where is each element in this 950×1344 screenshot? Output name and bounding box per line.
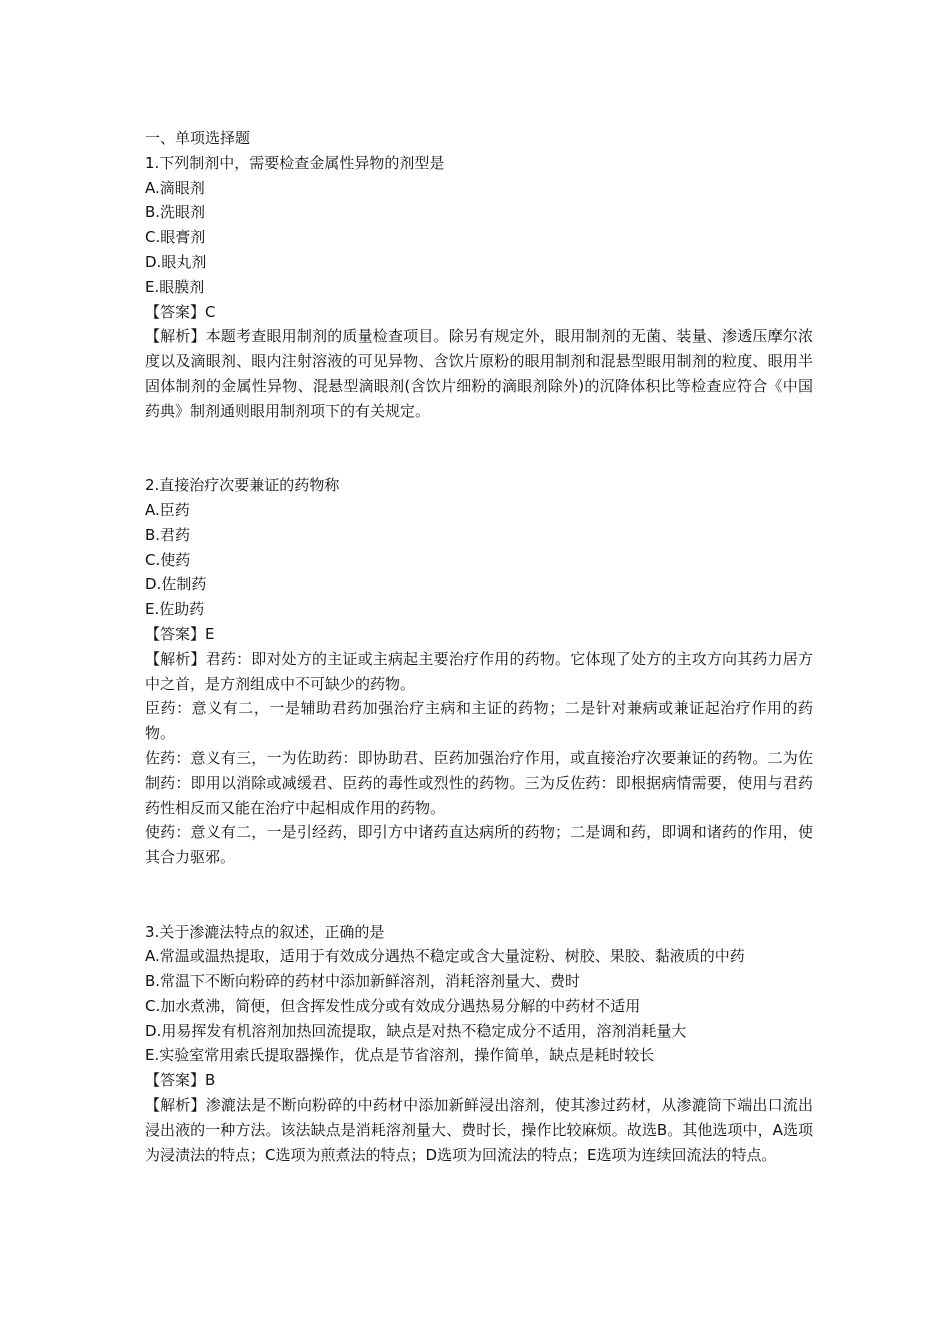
option-item: B.君药 [145,525,191,544]
document-page [145,126,813,1167]
question-block [145,151,813,424]
analysis-paragraph: 臣药：意义有二，一是辅助君药加强治疗主病和主证的药物；二是针对兼病或兼证起治疗作用的药物。 [145,699,813,743]
option-item: C.加水煮沸，简便，但含挥发性成分或有效成分遇热易分解的中药材不适用 [145,996,641,1015]
section-title: 一、单项选择题 [145,129,251,147]
option-item: D.用易挥发有机溶剂加热回流提取，缺点是对热不稳定成分不适用，溶剂消耗量大 [145,1021,687,1040]
question-stem: 1.下列制剂中，需要检查金属性异物的剂型是 [145,153,445,172]
question-stem: 2.直接治疗次要兼证的药物称 [145,476,340,495]
option-item: D.佐制药 [145,575,207,594]
analysis-paragraph: 【解析】本题考查眼用制剂的质量检查项目。除另有规定外，眼用制剂的无菌、装量、渗透压摩尔浓度以及滴眼剂、眼内注射溶液的可见异物、含饮片原粉的眼用制剂和混悬型眼用制剂的粒度、眼用半固体制剂的金属性异物、混悬型滴眼剂(含饮片细粉的滴眼剂除外)的沉降体积比等检查应符合《中国药典》制剂通则眼用制剂项下的有关规定。 [145,327,813,420]
analysis-paragraph: 佐药：意义有三，一为佐助药：即协助君、臣药加强治疗作用，或直接治疗次要兼证的药物。二为佐制药：即用以消除或减缓君、臣药的毒性或烈性的药物。三为反佐药：即根据病情需要，使用与君药药性相反而又能在治疗中起相成作用的药物。 [145,748,813,817]
spacer [145,870,813,920]
option-item: E.眼膜剂 [145,277,205,296]
analysis-paragraph: 【解析】君药：即对处方的主证或主病起主要治疗作用的药物。它体现了处方的主攻方向其药力居方中之首，是方剂组成中不可缺少的药物。 [145,649,813,693]
option-item: E.佐助药 [145,600,205,619]
option-item: C.使药 [145,550,191,569]
option-item: E.实验室常用索氏提取器操作，优点是节省溶剂，操作简单，缺点是耗时较长 [145,1046,655,1065]
analysis-paragraph: 【解析】渗漉法是不断向粉碎的中药材中添加新鲜浸出溶剂，使其渗过药材，从渗漉筒下端出口流出浸出液的一种方法。该法缺点是消耗溶剂量大、费时长，操作比较麻烦。故选B。其他选项中，A选项为浸渍法的特点；C选项为煎煮法的特点；D选项为回流法的特点；E选项为连续回流法的特点。 [145,1096,813,1164]
option-item: C.眼膏剂 [145,228,206,247]
option-item: A.常温或温热提取，适用于有效成分遇热不稳定或含大量淀粉、树胶、果胶、黏液质的中药 [145,947,745,966]
question-block [145,473,813,870]
option-item: A.滴眼剂 [145,178,205,197]
analysis-paragraph: 使药：意义有二，一是引经药，即引方中诸药直达病所的药物；二是调和药，即调和诸药的作用，使其合力驱邪。 [145,823,813,867]
question-block [145,920,813,1168]
option-item: B.洗眼剂 [145,203,206,222]
option-item: A.臣药 [145,500,190,519]
question-stem: 3.关于渗漉法特点的叙述，正确的是 [145,922,385,941]
spacer [145,424,813,474]
answer-line: 【答案】C [145,302,216,321]
answer-line: 【答案】E [145,624,215,643]
option-item: D.眼丸剂 [145,252,207,271]
option-item: B.常温下不断向粉碎的药材中添加新鲜溶剂，消耗溶剂量大、费时 [145,972,581,991]
answer-line: 【答案】B [145,1071,216,1090]
